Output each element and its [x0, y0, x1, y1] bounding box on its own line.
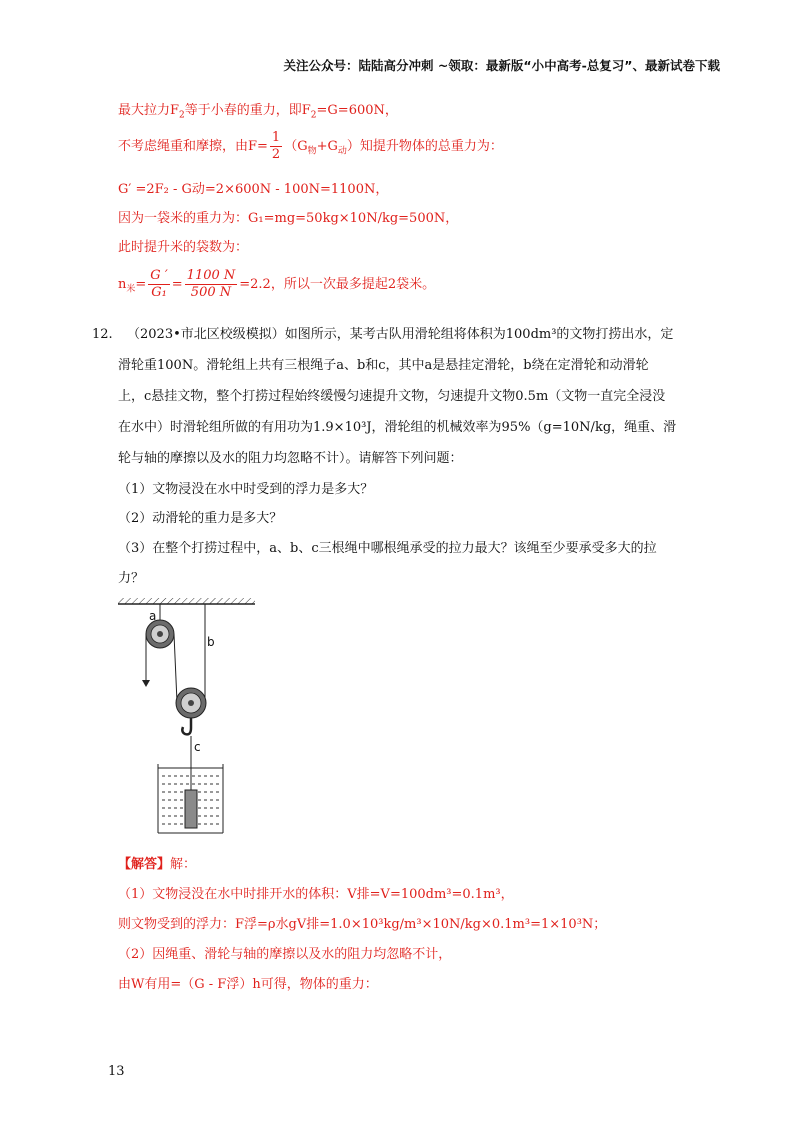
rope-b-middle: [174, 634, 177, 702]
solution-line-1: 最大拉力$F_2$等于小春的重力，即$F_2=G=600N$，: [118, 103, 398, 121]
fixed-pulley: [146, 620, 174, 648]
answer-line-2: 则文物受到的浮力：F浮=ρ水gV排=1.0×10³kg/m³×10N/kg×0.1m³=1×10³N；: [118, 917, 607, 932]
fraction-half: $\frac{1}{2}$: [271, 130, 281, 162]
solution-line-5: 此时提升米的袋数为：: [118, 240, 249, 255]
label-a: a: [149, 609, 157, 623]
answer-header: 【解答】解：: [118, 857, 197, 872]
question-line-5: 轮与轴的摩擦以及水的阻力均忽略不计）。请解答下列问题：: [118, 451, 463, 466]
question-line-2: 滑轮重100N。滑轮组上共有三根绳子a、b和c，其中a是悬挂定滑轮，b绕在定滑轮和动滑轮: [118, 358, 649, 373]
pulley-figure: [110, 590, 270, 840]
solution-line-4: 因为一袋米的重力为：G₁=mg=50kg×10N/kg=500N，: [118, 211, 459, 226]
label-c: c: [194, 740, 201, 754]
movable-pulley: [176, 688, 206, 718]
sub-question-3-cont: 力？: [118, 571, 145, 586]
question-line-4: 在水中）时滑轮组所做的有用功为1.9×10³J，滑轮组的机械效率为95%（g=10N/kg，绳重、滑: [118, 420, 677, 435]
page-number: 13: [108, 1064, 125, 1079]
question-line-3: 上，c悬挂文物，整个打捞过程始终缓慢匀速提升文物，匀速提升文物0.5m（文物一直完全浸没: [118, 389, 666, 404]
ceiling-hatch: [118, 598, 255, 604]
answer-line-3: （2）因绳重、滑轮与轴的摩擦以及水的阻力均忽略不计，: [118, 947, 452, 962]
artifact-block: [185, 790, 197, 828]
hook-icon: [182, 718, 191, 734]
answer-line-4: 由W有用=（G - F浮）h可得，物体的重力：: [118, 977, 378, 992]
solution-line-6: $n_米=$ $\frac{G '}{\text{G₁}}$ = $\frac{1100 N}{500 N}$ =2.2，所以一次最多提起2袋米。: [118, 268, 436, 300]
sub-question-2: （2）动滑轮的重力是多大？: [118, 511, 283, 526]
fraction-values: $\frac{1100 N}{500 N}$: [186, 268, 236, 300]
sub-question-3: （3）在整个打捞过程中，a、b、c三根绳中哪根绳承受的拉力最大？该绳至少要承受多大的拉: [118, 541, 657, 556]
solution-line-3: G′ =2F₂ - G动=2×600N - 100N=1100N，: [118, 182, 389, 197]
solution-line-2: 不考虑绳重和摩擦，由F= $\frac{1}{2}$ $(G_物+G_动)$知提升物体的总重力为：: [118, 130, 503, 162]
sub-question-1: （1）文物浸没在水中时受到的浮力是多大？: [118, 482, 374, 497]
answer-line-1: （1）文物浸没在水中时排开水的体积：V排=V=100dm³=0.1m³，: [118, 887, 514, 902]
page-header: 关注公众号：陆陆高分冲刺 ~领取：最新版“小中高考-总复习”、最新试卷下载: [283, 58, 720, 73]
question-number: 12.: [92, 327, 113, 342]
label-b: b: [207, 635, 215, 649]
fraction-gratio: $\frac{G '}{\text{G₁}}$: [150, 268, 168, 300]
question-line-1: （2023•市北区校级模拟）如图所示，某考古队用滑轮组将体积为100dm³的文物打捞出水，定: [127, 327, 674, 342]
pull-arrow-icon: [142, 680, 150, 687]
